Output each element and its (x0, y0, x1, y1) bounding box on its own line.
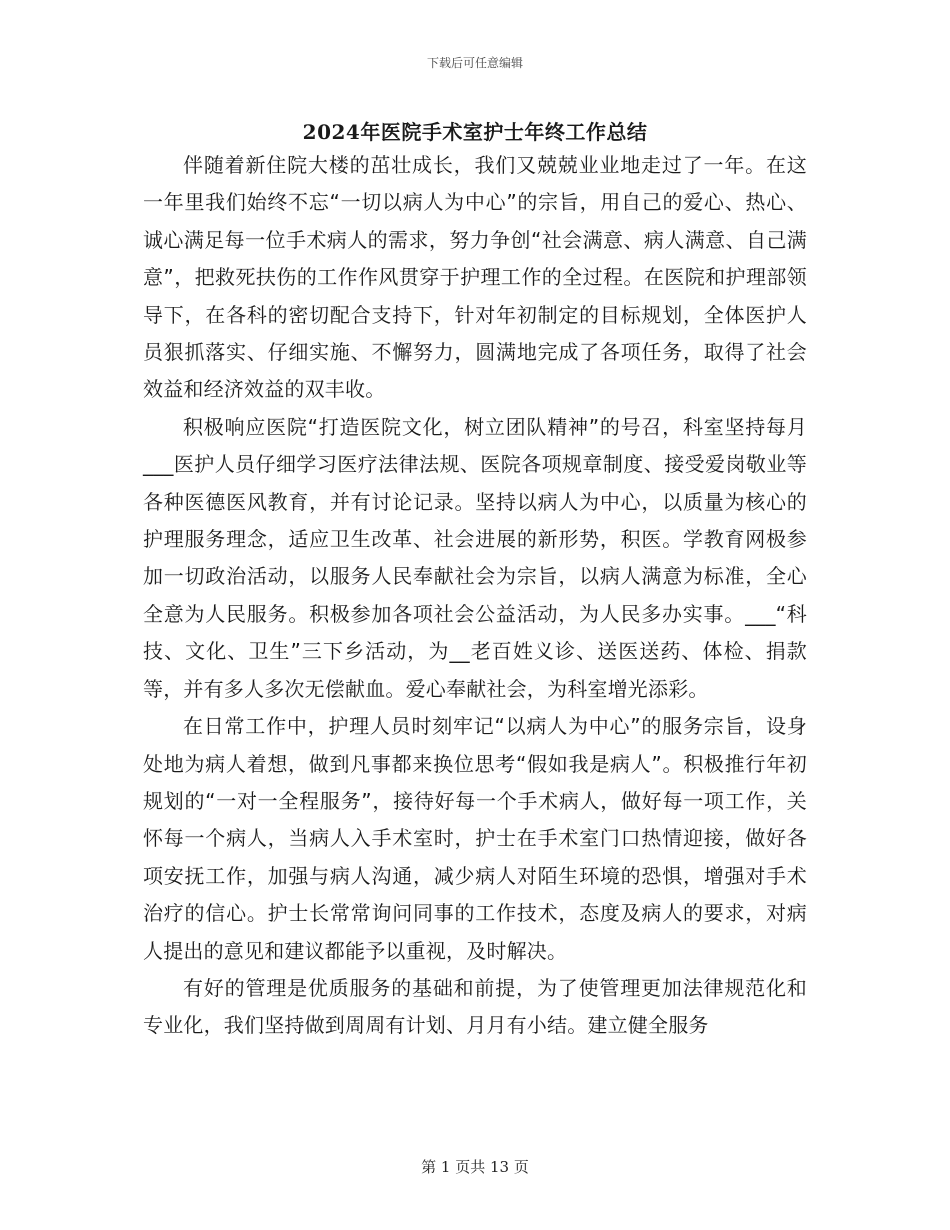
paragraph: 有好的管理是优质服务的基础和前提，为了使管理更加法律规范化和专业化，我们坚持做到周周有计划、月月有小结。建立健全服务 (143, 975, 807, 1038)
document-body (143, 147, 807, 1045)
paragraph: 伴随着新住院大楼的茁壮成长，我们又兢兢业业地走过了一年。在这一年里我们始终不忘“一切以病人为中心”的宗旨，用自己的爱心、热心、诚心满足每一位手术病人的需求，努力争创“社会满意、病人满意、自己满意”，把救死扶伤的工作作风贯穿于护理工作的全过程。在医院和护理部领导下，在各科的密切配合支持下，针对年初制定的目标规划，全体医护人员狠抓落实、仔细实施、不懈努力，圆满地完成了各项任务，取得了社会效益和经济效益的双丰收。 (143, 153, 807, 402)
document-title: 2024年医院手术室护士年终工作总结 (302, 120, 648, 144)
paragraph: 积极响应医院“打造医院文化，树立团队精神”的号召，科室坚持每月___医护人员仔细学习医疗法律法规、医院各项规章制度、接受爱岗敬业等各种医德医风教育，并有讨论记录。坚持以病人为中心，以质量为核心的护理服务理念，适应卫生改革、社会进展的新形势，积医。学教育网极参加一切政治活动，以服务人民奉献社会为宗旨，以病人满意为标准，全心全意为人民服务。积极参加各项社会公益活动，为人民多办实事。___“科技、文化、卫生”三下乡活动，为__老百姓义诊、送医送药、体检、捐款等，并有多人多次无偿献血。爱心奉献社会，为科室增光添彩。 (143, 414, 807, 701)
header-note: 下载后可任意编辑 (426, 56, 523, 70)
paragraph: 在日常工作中，护理人员时刻牢记“以病人为中心”的服务宗旨，设身处地为病人着想，做到凡事都来换位思考“假如我是病人”。积极推行年初规划的“一对一全程服务”，接待好每一个手术病人，做好每一项工作，关怀每一个病人，当病人入手术室时，护士在手术室门口热情迎接，做好各项安抚工作，加强与病人沟通，减少病人对陌生环境的恐惧，增强对手术治疗的信心。护士长常常询问同事的工作技术，态度及病人的要求，对病人提出的意见和建议都能予以重视，及时解决。 (143, 714, 807, 963)
page-number: 第 1 页共 13 页 (421, 1158, 529, 1176)
